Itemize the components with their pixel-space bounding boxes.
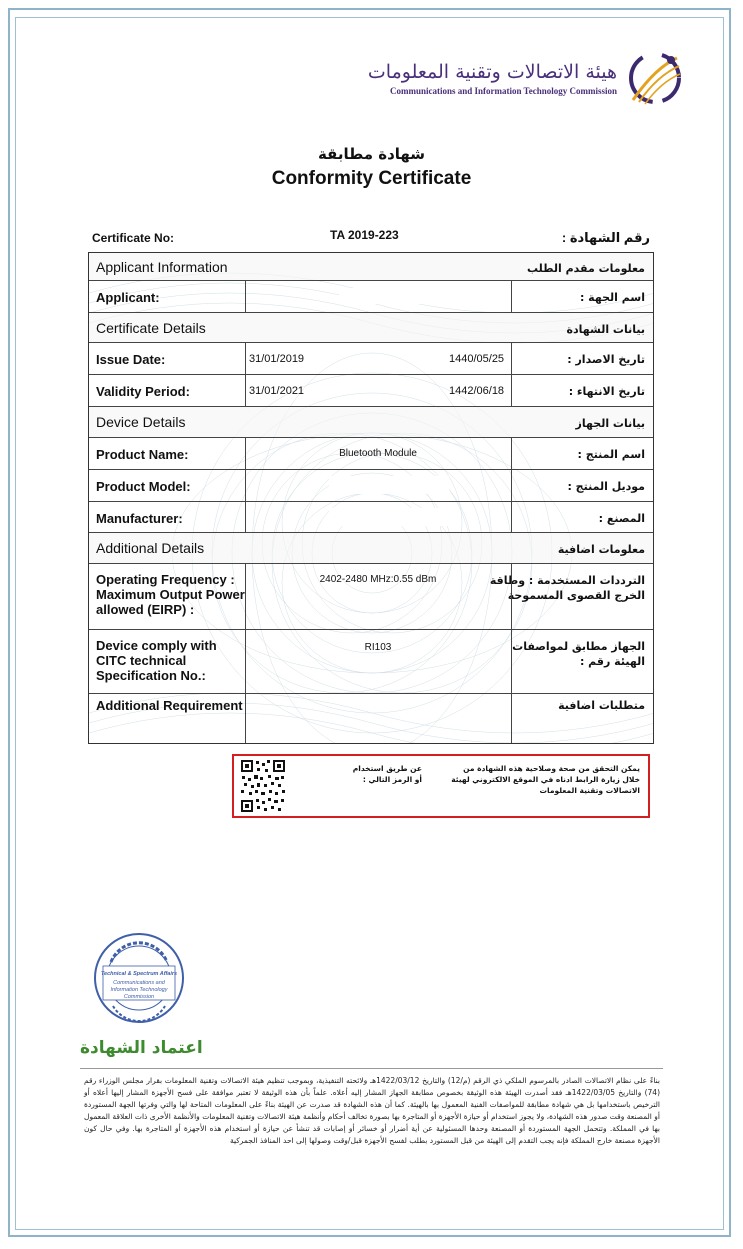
row-product-model bbox=[89, 470, 653, 502]
certificate-no-value: TA 2019-223 bbox=[330, 228, 399, 242]
certificate-table bbox=[88, 252, 654, 744]
validity-label-ar: تاريخ الانتهاء : bbox=[568, 385, 645, 398]
operating-frequency-label-ar bbox=[490, 573, 645, 603]
issue-date-label: Issue Date: bbox=[96, 352, 166, 367]
manufacturer-label: Manufacturer: bbox=[96, 511, 183, 526]
row-device-details-header bbox=[89, 407, 653, 438]
qr-code-icon[interactable] bbox=[240, 759, 286, 813]
title-arabic: شهادة مطابقة bbox=[317, 145, 426, 163]
column-divider bbox=[245, 343, 246, 407]
device-comply-label-ar bbox=[512, 639, 645, 669]
verification-text: يمكن التحقق من صحة وصلاحية هذه الشهادة من خلال زيارة الرابط ادناه في الموقع الالكتروني لهيئة الاتصالات وتقنية المعلومات bbox=[451, 764, 640, 795]
legal-disclaimer-text: بناءً على نظام الاتصالات الصادر بالمرسوم الملكي ذي الرقم (م/12) والتاريخ 1422/03/12هـ ولائحته التنفيذية، وبموجب تنظيم هيئة الاتصالات وتقنية المعلومات بقرار مجلس الوزراء رقم (74) والتاريخ 1422/03/05هـ فقد أصدرت الهيئة هذه الوثيقة بخصوص مطابقة الجهاز المشار إليه أعلاه. علماً بأن هذه الوثيقة لا تعتبر موافقة على فسح الأجهزة المشار إليها أعلاه أو الترخيص باستخدامها بل هي شهادة مطابقة للمواصفات الفنية المعمول بها بالهيئة. كما أن هذه الشهادة قد صدرت عن الهيئة بناءً على المعلومات المتاحة لها والتي وفرتها الجهة المستوردة أو المصنعة وقت صدور هذه الشهادة، ولا يجوز استخدام أو حيازة الأجهزة أو المتاجرة بها بصورة تخالف أحكام وأنظمة هيئة الاتصالات وتقنية المعلومات والأنظمة الأخرى ذات العلاقة المعمول بها في المملكة. وتتحمل الجهة المستوردة أو المصنعة وحدها المسئولية عن أية أضرار أو خسائر أو إصابات قد تنشأ عن حيازة أو استخدام هذه الأجهزة أو المتاجرة بها. وفي حال كون الأجهزة مصنعة خارج المملكة فإنه يجب التقدم إلى الهيئة من قبل المستورد بطلب لفسح الأجهزة قبل/وقت وصولها إلى احد المنافذ الجمركية bbox=[84, 1076, 660, 1145]
title-english: Conformity Certificate bbox=[271, 168, 472, 189]
section-additional-details-en: Additional Details bbox=[96, 540, 205, 556]
row-additional-details-header bbox=[89, 533, 653, 564]
operating-frequency-value: 2402-2480 MHz:0.55 dBm bbox=[319, 574, 437, 585]
column-divider bbox=[511, 438, 512, 533]
stamp-line1: Technical & Spectrum Affairs bbox=[100, 971, 178, 977]
section-certificate-details-en: Certificate Details bbox=[96, 320, 206, 336]
section-certificate-details-ar: بيانات الشهادة bbox=[566, 323, 645, 336]
device-comply-label bbox=[96, 638, 217, 683]
stamp-line4: Commission bbox=[123, 994, 155, 1000]
row-device-comply bbox=[89, 630, 653, 694]
operating-frequency-label-ar-line1: الترددات المستخدمة : وطاقة bbox=[489, 574, 645, 587]
verification-method-line1: عن طريق استخدام bbox=[352, 764, 422, 773]
device-comply-label-line3: Specification No.: bbox=[96, 668, 206, 683]
operating-frequency-label-line3: allowed (EIRP) : bbox=[96, 602, 195, 617]
device-comply-label-line2: CITC technical bbox=[96, 653, 187, 668]
product-model-redaction bbox=[329, 476, 449, 494]
operating-frequency-label-line2: Maximum Output Power bbox=[96, 587, 245, 602]
certificate-no-label: Certificate No: bbox=[92, 231, 175, 245]
section-additional-details-ar: معلومات اضافية bbox=[557, 543, 645, 556]
stamp-line3: Information Technology bbox=[110, 987, 168, 993]
issue-date-hijri: 1440/05/25 bbox=[449, 353, 505, 365]
validity-hijri: 1442/06/18 bbox=[449, 385, 505, 397]
validity-period-label: Validity Period: bbox=[96, 384, 190, 399]
issue-date-gregorian: 31/01/2019 bbox=[249, 353, 305, 365]
product-name-label: Product Name: bbox=[96, 447, 189, 462]
certificate-number-line bbox=[92, 228, 650, 248]
product-name-label-ar: اسم المنتج : bbox=[577, 448, 645, 461]
row-manufacturer bbox=[89, 502, 653, 533]
operating-frequency-label bbox=[96, 572, 245, 617]
applicant-label: Applicant: bbox=[96, 290, 160, 305]
additional-requirement-label: Additional Requirement bbox=[96, 698, 243, 713]
device-comply-value: RI103 bbox=[364, 642, 392, 653]
certificate-no-label-ar: رقم الشهادة : bbox=[561, 230, 650, 245]
row-issue-date bbox=[89, 343, 653, 375]
product-model-label-ar: موديل المنتج : bbox=[567, 480, 645, 493]
applicant-redaction bbox=[339, 288, 459, 304]
stamp-line2: Communications and bbox=[113, 980, 165, 986]
section-device-details-ar: بيانات الجهاز bbox=[575, 417, 645, 430]
row-applicant-info-header bbox=[89, 253, 653, 281]
row-additional-requirement bbox=[89, 694, 653, 744]
validity-gregorian: 31/01/2021 bbox=[249, 385, 305, 397]
row-operating-frequency bbox=[89, 564, 653, 630]
verification-method-text bbox=[314, 763, 422, 785]
section-device-details-en: Device Details bbox=[96, 414, 186, 430]
column-divider bbox=[511, 343, 512, 407]
column-divider bbox=[245, 438, 246, 533]
column-divider bbox=[511, 564, 512, 744]
commission-stamp bbox=[93, 932, 185, 1024]
column-divider bbox=[245, 281, 246, 313]
device-comply-label-ar-line1: الجهاز مطابق لمواصفات bbox=[512, 640, 645, 653]
certificate-approval-label: اعتماد الشهادة bbox=[80, 1038, 203, 1058]
divider bbox=[80, 1068, 663, 1069]
org-name-ar: هيئة الاتصالات وتقنية المعلومات bbox=[367, 60, 617, 83]
operating-frequency-label-line1: Operating Frequency : bbox=[96, 572, 235, 587]
product-model-label: Product Model: bbox=[96, 479, 191, 494]
device-comply-label-ar-line2: الهيئة رقم : bbox=[579, 655, 645, 668]
section-applicant-info-en: Applicant Information bbox=[96, 259, 228, 275]
manufacturer-label-ar: المصنع : bbox=[598, 512, 645, 525]
device-comply-label-line1: Device comply with bbox=[96, 638, 217, 653]
citc-logo bbox=[368, 48, 683, 110]
issue-date-label-ar: تاريخ الاصدار : bbox=[567, 353, 645, 366]
org-name-en: Communications and Information Technology Commission bbox=[389, 85, 617, 96]
product-name-value: Bluetooth Module bbox=[339, 448, 417, 459]
row-certificate-details-header bbox=[89, 313, 653, 343]
applicant-label-ar: اسم الجهة : bbox=[579, 291, 645, 304]
verification-box bbox=[232, 754, 650, 818]
manufacturer-redaction bbox=[329, 508, 449, 526]
column-divider bbox=[245, 564, 246, 744]
operating-frequency-label-ar-line2: الخرج القصوى المسموحة bbox=[507, 589, 645, 602]
row-applicant bbox=[89, 281, 653, 313]
row-validity-period bbox=[89, 375, 653, 407]
column-divider bbox=[511, 281, 512, 313]
section-applicant-info-ar: معلومات مقدم الطلب bbox=[527, 262, 645, 275]
row-product-name bbox=[89, 438, 653, 470]
verification-method-line2: أو الرمز التالي : bbox=[362, 775, 422, 784]
citc-emblem-icon bbox=[625, 48, 683, 110]
additional-requirement-label-ar: متطلبات اضافية bbox=[558, 699, 645, 712]
